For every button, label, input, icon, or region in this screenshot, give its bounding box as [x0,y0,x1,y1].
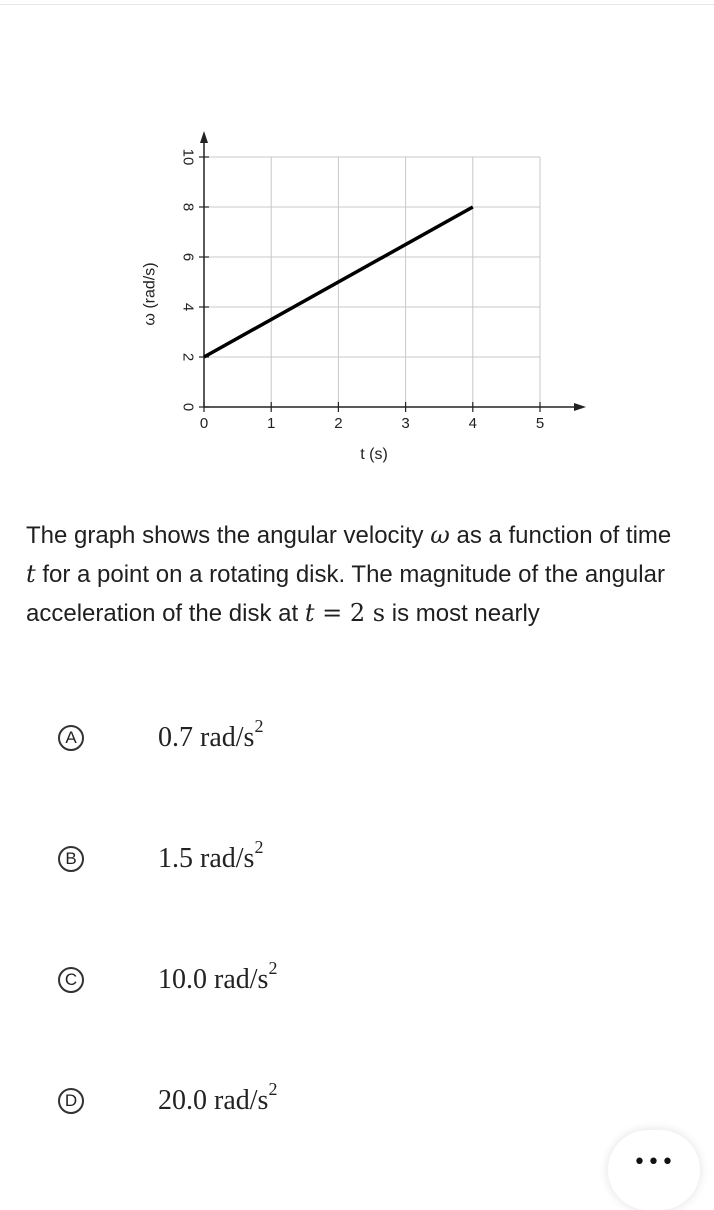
choice-c-value: 10.0 rad/s [158,964,269,995]
question-suffix: is most nearly [385,600,540,627]
y-tick-label-0: 0 [179,402,197,412]
top-divider [0,4,714,5]
x-axis-arrow [574,403,586,411]
time-equals-value: = 2 s [314,599,386,627]
choice-a-letter: A [58,725,84,751]
y-axis-arrow [200,131,208,143]
choice-d-exponent: 2 [268,1079,278,1099]
choice-a-value: 0.7 rad/s [158,722,255,753]
question-mid1: as a function of time [449,522,672,549]
choice-b-letter: B [58,846,84,872]
choice-d[interactable] [0,1073,714,1133]
time-variable-2: t [304,599,315,627]
more-options-button[interactable] [608,1130,700,1210]
x-tick-label-1: 1 [267,415,276,432]
y-tick-label-8: 8 [179,202,197,212]
x-tick-label-5: 5 [535,415,545,432]
y-tick-label-2: 2 [179,352,197,362]
choice-b-text [158,837,264,877]
y-tick-label-6: 6 [179,252,197,262]
x-tick-label-0: 0 [199,415,209,432]
more-dots-icon: ••• [633,1150,675,1175]
choice-d-letter: D [58,1088,84,1114]
choice-a-text [158,716,264,756]
x-tick-label-4: 4 [468,415,477,432]
time-variable: t [26,560,36,588]
choice-c[interactable] [0,952,714,1012]
choice-b-exponent: 2 [254,837,264,857]
choice-b[interactable] [0,831,714,891]
angular-velocity-chart [120,110,600,480]
x-axis-label: t (s) [360,446,388,463]
choice-a-exponent: 2 [254,716,264,736]
choice-a[interactable] [0,710,714,770]
choice-c-letter: C [58,967,84,993]
y-axis-label: ω (rad/s) [141,262,159,326]
question-text [26,516,686,633]
omega-symbol: ω [430,521,450,549]
x-tick-label-3: 3 [401,415,410,432]
x-tick-label-2: 2 [334,415,343,432]
choice-c-exponent: 2 [268,958,278,978]
choice-b-value: 1.5 rad/s [158,843,255,874]
question-mid2: for a point on a rotating disk. The magnitude of the angular acceleration of the disk at [26,561,665,627]
choice-d-text [158,1079,278,1119]
y-tick-label-4: 4 [179,302,197,312]
question-prefix: The graph shows the angular velocity [26,522,431,549]
y-tick-label-10: 10 [179,148,197,166]
choice-c-text [158,958,278,998]
choice-d-value: 20.0 rad/s [158,1085,269,1116]
